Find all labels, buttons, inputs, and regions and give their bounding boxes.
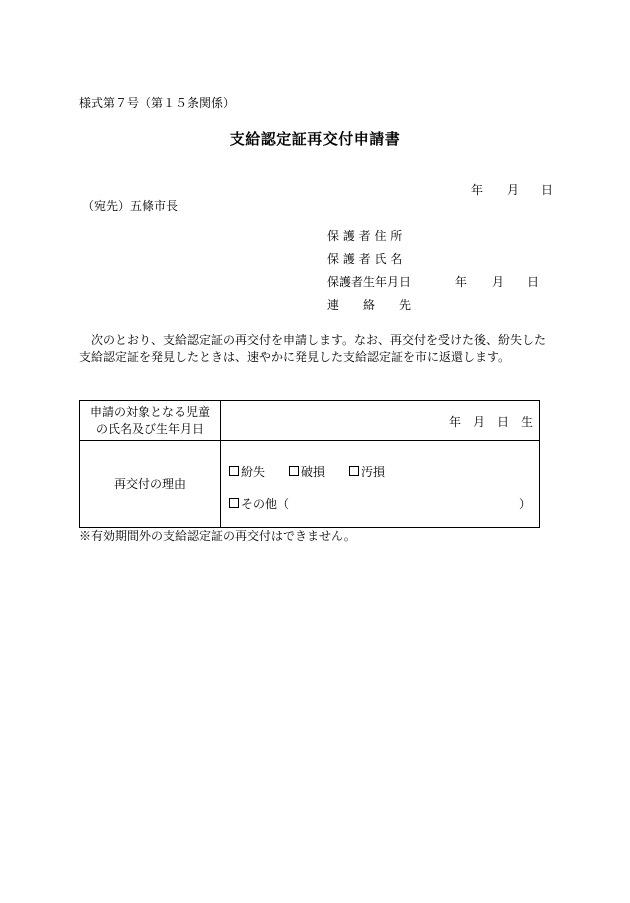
reason-damaged-option[interactable] [289, 463, 325, 480]
reason-damaged-label: 破損 [301, 465, 326, 479]
form-number: 様式第７号（第１５条関係） [79, 96, 236, 110]
declaration-text: 次のとおり、支給認定証の再交付を申請します。なお、再交付を受けた後、紛失した支給認定証を発見したときは、速やかに発見した支給認定証を市に返還します。 [79, 333, 547, 364]
date-month-label: 月 [507, 183, 520, 197]
validity-note: ※有効期間外の支給認定証の再交付はできません。 [79, 529, 356, 543]
guardian-birth-day-label: 日 [527, 275, 540, 289]
date-day-label: 日 [541, 183, 554, 197]
guardian-birth-month-label: 月 [492, 275, 505, 289]
guardian-name-label: 保 護 者 氏 名 [327, 252, 403, 266]
reason-options [221, 441, 540, 528]
reason-soiled-label: 汚損 [361, 465, 386, 479]
reason-row [80, 441, 540, 528]
reason-label: 再交付の理由 [80, 441, 221, 528]
child-info-field[interactable] [221, 401, 540, 441]
form-title: 支給認定証再交付申請書 [229, 130, 401, 148]
reason-other-option[interactable] [229, 495, 289, 512]
child-row [80, 401, 540, 441]
child-label-line1: 申請の対象となる児童 [89, 404, 210, 419]
reason-other-label: その他（ [241, 497, 290, 511]
contact-label: 連 絡 先 [327, 298, 412, 312]
guardian-birthdate-label: 保護者生年月日 [327, 275, 412, 289]
child-label-line2: の氏名及び生年月日 [95, 421, 204, 436]
checkbox-icon [229, 466, 239, 476]
checkbox-icon [229, 498, 239, 508]
guardian-birth-year-label: 年 [455, 275, 468, 289]
guardian-address-label: 保 護 者 住 所 [327, 229, 403, 243]
child-label-cell [80, 401, 221, 441]
reason-lost-label: 紛失 [241, 465, 266, 479]
checkbox-icon [349, 466, 359, 476]
reason-soiled-option[interactable] [349, 463, 385, 480]
checkbox-icon [289, 466, 299, 476]
reason-other-close-paren: ） [519, 497, 532, 511]
date-year-label: 年 [471, 183, 484, 197]
addressee: （宛先）五條市長 [82, 199, 179, 213]
application-table [79, 400, 540, 528]
child-dob-label: 年 月 日 生 [448, 415, 533, 429]
reason-lost-option[interactable] [229, 463, 265, 480]
